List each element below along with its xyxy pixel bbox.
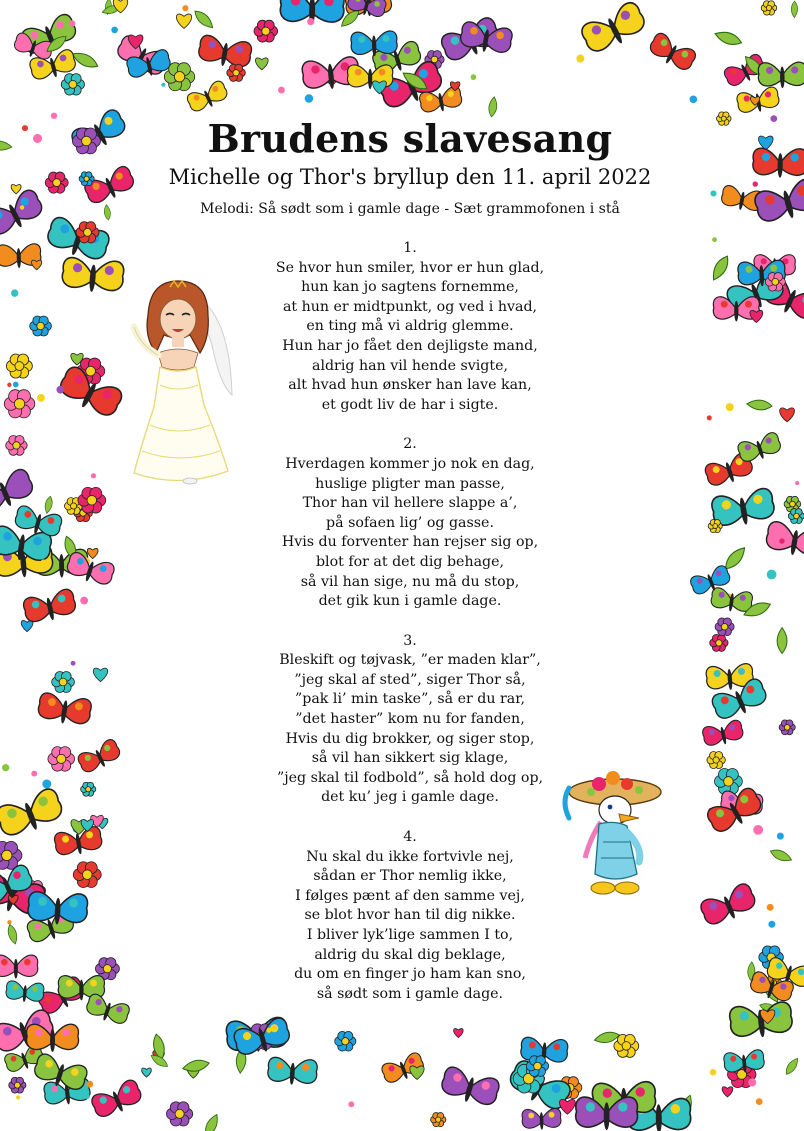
dot-icon: [712, 237, 717, 242]
dot-icon: [748, 1078, 756, 1086]
butterfly-icon: [351, 31, 398, 57]
bride-illustration: [120, 275, 240, 495]
dot-icon: [2, 764, 9, 771]
dot-icon: [71, 661, 76, 666]
dot-icon: [80, 597, 88, 605]
flower-icon: [6, 435, 27, 455]
butterfly-icon: [22, 588, 78, 626]
flower-icon: [765, 273, 785, 292]
duck-with-flower-hat-illustration: [555, 762, 665, 902]
dot-icon: [31, 771, 37, 777]
flower-icon: [79, 172, 94, 186]
butterfly-icon: [723, 1049, 765, 1074]
dot-icon: [795, 481, 799, 485]
flower-icon: [714, 769, 742, 795]
butterfly-icon: [37, 692, 93, 728]
butterfly-icon: [27, 891, 88, 926]
verse-line: så sødt som i gamle dage.: [316, 985, 504, 1002]
verse-number: 4.: [403, 829, 417, 846]
verse-line: aldrig han vil hende svigte,: [311, 357, 508, 374]
dot-icon: [33, 134, 42, 143]
heart-icon: [93, 668, 107, 681]
butterfly-icon: [710, 587, 753, 614]
verse-line: hun kan jo sagtens fornemme,: [301, 279, 519, 296]
flower-icon: [335, 1031, 356, 1051]
flower-icon: [6, 354, 32, 378]
flower-icon: [72, 128, 100, 154]
butterfly-icon: [736, 431, 783, 465]
heart-icon: [255, 58, 268, 70]
heart-icon: [87, 548, 98, 558]
dot-icon: [20, 205, 24, 209]
dot-icon: [45, 997, 51, 1003]
verse-line: så vil han sige, nu må du stop,: [300, 573, 520, 590]
dot-icon: [348, 1101, 354, 1107]
heart-icon: [176, 14, 191, 28]
verse-line: på sofaen lig’ og gasse.: [326, 514, 494, 531]
heart-icon: [11, 184, 21, 193]
verse-line: I følges pænt af den samme vej,: [295, 887, 525, 904]
verse-line: ”det haster” kom nu for fanden,: [295, 711, 525, 728]
flower-icon: [526, 1056, 548, 1077]
butterfly-icon: [522, 1108, 562, 1130]
verse-line: blot for at det dig behage,: [315, 553, 505, 570]
dot-icon: [56, 386, 64, 394]
flower-icon: [788, 509, 804, 524]
flower-icon: [254, 20, 278, 42]
dot-icon: [86, 1081, 93, 1088]
verse-line: Se hvor hun smiler, hvor er hun glad,: [275, 259, 545, 276]
dot-icon: [13, 382, 19, 388]
verse-line: et godt liv de har i sigte.: [321, 396, 499, 413]
dot-icon: [753, 181, 758, 186]
leaf-icon: [709, 253, 732, 282]
leaf-icon: [783, 1056, 800, 1076]
verse-line: en ting må vi aldrig glemme.: [306, 318, 514, 335]
butterfly-icon: [758, 62, 804, 88]
butterfly-icon: [647, 31, 698, 74]
verse-line: sådan er Thor nemlig ikke,: [313, 868, 507, 885]
verse-number: 2.: [403, 436, 417, 453]
flower-icon: [61, 74, 84, 95]
leaf-icon: [0, 140, 12, 152]
flower-icon: [48, 747, 75, 772]
dot-icon: [756, 1098, 763, 1105]
butterfly-icon: [5, 980, 44, 1003]
verse-line: Hvis du dig brokker, og siger stop,: [285, 730, 535, 747]
dot-icon: [11, 289, 18, 296]
flower-icon: [710, 634, 728, 651]
verse-line: ”jeg skal af sted”, siger Thor så,: [294, 671, 526, 688]
dot-icon: [85, 1094, 90, 1099]
song-title: Brudens slavesang: [207, 116, 613, 161]
verse-line: se blot hvor han til dig nikke.: [304, 907, 516, 924]
dot-icon: [278, 87, 285, 94]
heart-icon: [750, 310, 763, 322]
flower-icon: [45, 172, 68, 193]
verse-line: ”pak li’ min taske”, så er du rar,: [295, 691, 525, 708]
flower-icon: [708, 520, 722, 533]
dot-icon: [161, 83, 165, 87]
verse-line: Hvis du forventer han rejser sig op,: [281, 534, 539, 551]
dot-icon: [16, 1095, 20, 1099]
verse-line: huslige pligter man passe,: [315, 475, 505, 492]
dot-icon: [768, 921, 775, 928]
dot-icon: [182, 5, 188, 11]
dot-icon: [111, 27, 118, 34]
butterfly-icon: [197, 34, 253, 70]
verse-line: Hun har jo fået den dejligste mand,: [282, 337, 538, 354]
verse-number: 1.: [403, 240, 417, 256]
flower-icon: [716, 112, 731, 125]
flower-icon: [779, 720, 795, 735]
dot-icon: [710, 1069, 716, 1075]
leaf-icon: [777, 628, 787, 654]
flower-icon: [164, 63, 194, 91]
flower-icon: [9, 1077, 26, 1093]
heart-icon: [21, 621, 33, 632]
dot-icon: [767, 904, 774, 911]
butterfly-icon: [0, 955, 38, 978]
dot-icon: [710, 190, 716, 196]
butterfly-icon: [90, 1078, 145, 1121]
verse-line: Hverdagen kommer jo nok en dag,: [285, 455, 535, 472]
song-subtitle: Michelle og Thor's bryllup den 11. april 2022: [168, 165, 652, 189]
melody-note: Melodi: Så sødt som i gamle dage - Sæt grammofonen i stå: [200, 201, 620, 217]
leaf-icon: [746, 399, 772, 411]
verse-line: at hun er midtpunkt, og ved i hvad,: [282, 298, 538, 315]
verse-line: I bliver lyk’lige sammen I to,: [306, 927, 514, 943]
butterfly-icon: [753, 177, 804, 227]
dot-icon: [69, 20, 75, 26]
heart-icon: [780, 408, 795, 422]
leaf-icon: [6, 923, 19, 945]
heart-icon: [410, 1066, 424, 1080]
dot-icon: [471, 74, 477, 80]
verse-line: aldrig du skal dig beklage,: [314, 946, 506, 963]
verse-line: du om en finger jo ham kan sno,: [294, 966, 526, 983]
dot-icon: [91, 473, 96, 478]
verse-line: det gik kun i gamle dage.: [318, 593, 502, 610]
verse-number: 3.: [403, 632, 417, 649]
leaf-icon: [713, 29, 743, 48]
heart-icon: [560, 1099, 576, 1114]
flower-icon: [431, 1113, 446, 1127]
leaf-icon: [769, 847, 793, 864]
flower-icon: [166, 1102, 192, 1126]
dot-icon: [7, 920, 11, 924]
butterfly-icon: [267, 1057, 318, 1087]
flower-icon: [78, 487, 106, 513]
dot-icon: [51, 113, 57, 119]
flower-icon: [81, 782, 96, 796]
butterfly-icon: [44, 215, 111, 264]
butterfly-icon: [579, 0, 649, 57]
dot-icon: [770, 115, 777, 122]
verse-line: alt hvad hun ønsker han lave kan,: [288, 377, 532, 394]
heart-icon: [31, 260, 41, 270]
butterfly-icon: [0, 187, 46, 239]
leaf-icon: [192, 8, 216, 31]
dot-icon: [779, 538, 784, 543]
dot-icon: [42, 779, 51, 788]
verse-line: Thor han vil hellere slappe a’,: [302, 495, 518, 512]
leaf-icon: [791, 1, 798, 18]
verse-line: Nu skal du ikke fortvivle nej,: [306, 848, 514, 865]
flower-icon: [52, 671, 75, 692]
flower-icon: [761, 1, 777, 15]
verse-line: ”jeg skal til fodbold”, så hold dog op,: [276, 769, 544, 786]
flower-icon: [30, 316, 52, 336]
flower-icon: [227, 64, 246, 81]
dot-icon: [777, 833, 784, 840]
flower-icon: [73, 862, 101, 888]
butterfly-icon: [753, 148, 804, 178]
heart-icon: [142, 1068, 152, 1077]
verse-line: så vil han sikkert sig klage,: [311, 750, 509, 767]
flower-icon: [614, 1034, 639, 1057]
dot-icon: [307, 18, 314, 25]
leaf-icon: [182, 1058, 211, 1074]
dot-icon: [22, 125, 28, 131]
heart-icon: [722, 1087, 733, 1097]
leaf-icon: [202, 1112, 221, 1131]
butterfly-icon: [439, 1065, 501, 1109]
dot-icon: [726, 403, 734, 411]
dot-icon: [767, 570, 777, 580]
dot-icon: [576, 55, 584, 63]
dot-icon: [37, 394, 45, 402]
verse-line: det ku’ jeg i gamle dage.: [321, 789, 499, 806]
dot-icon: [7, 383, 11, 387]
flower-icon: [715, 618, 734, 636]
flower-icon: [76, 222, 99, 243]
verse-line: Bleskift og tøjvask, ”er maden klar”,: [279, 652, 541, 669]
dot-icon: [753, 825, 763, 835]
butterfly-icon: [0, 786, 66, 841]
leaf-icon: [43, 496, 53, 515]
flower-icon: [4, 390, 35, 418]
dot-icon: [41, 559, 47, 565]
